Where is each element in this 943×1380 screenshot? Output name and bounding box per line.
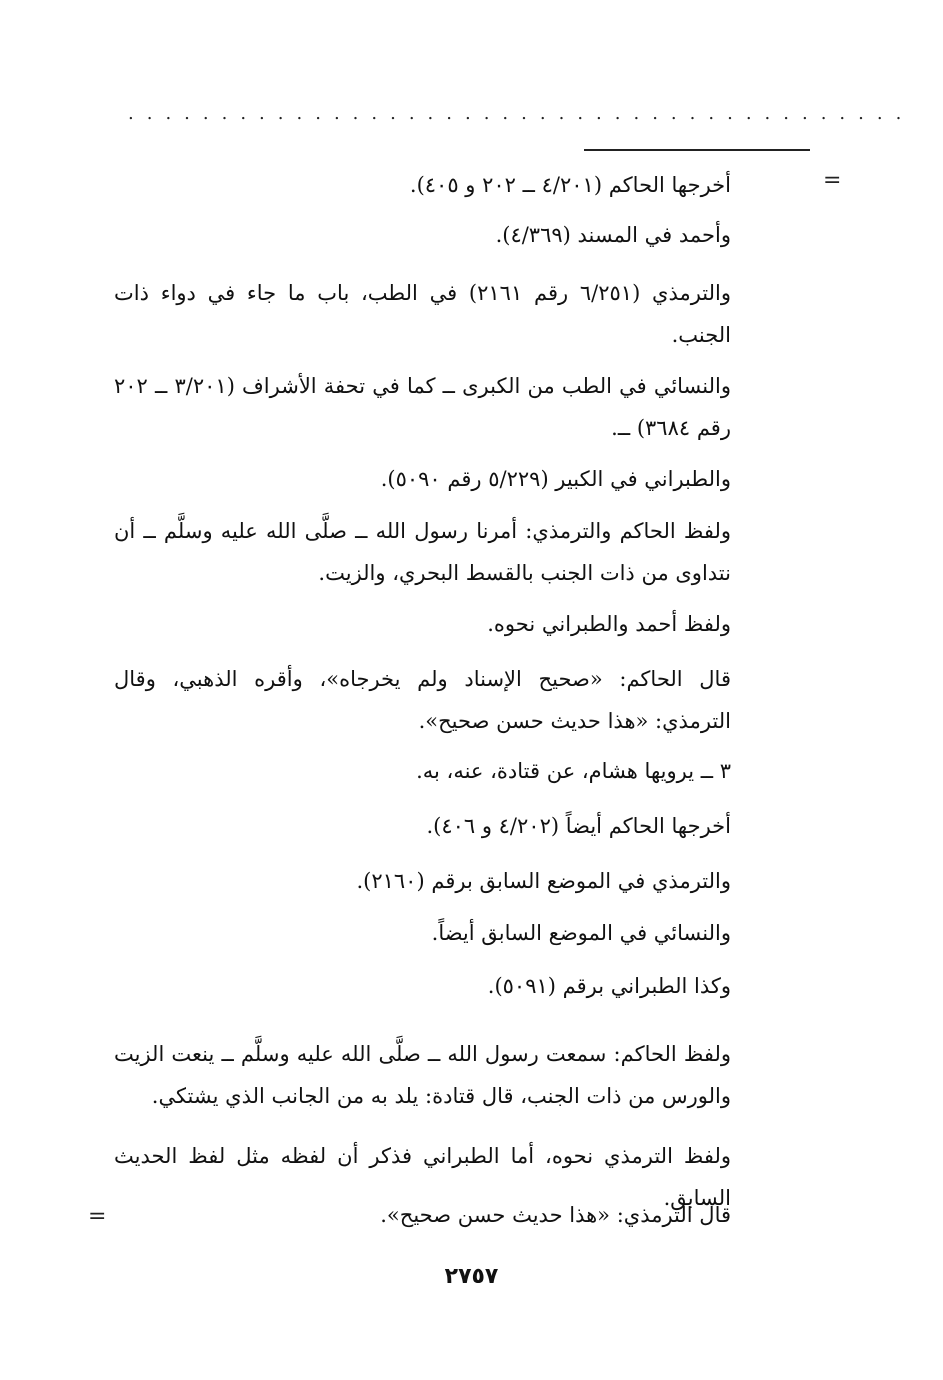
page-number: ٢٧٥٧ bbox=[444, 1264, 499, 1289]
footnote-paragraph-8: قال الحاكم: «صحيح الإسناد ولم يخرجاه»، وأقره الذهبي، وقال الترمذي: «هذا حديث حسن صحيح». bbox=[114, 667, 731, 733]
footnote-separator-line bbox=[584, 149, 810, 151]
footnote-paragraph-11: والترمذي في الموضع السابق برقم (٢١٦٠). bbox=[356, 869, 731, 893]
footnote-paragraph-16: قال الترمذي: «هذا حديث حسن صحيح». bbox=[380, 1203, 731, 1227]
footnote-paragraph-14: ولفظ الحاكم: سمعت رسول الله ــ صلَّى الله عليه وسلَّم ــ ينعت الزيت والورس من ذات الجنب، قال قتادة: يلد به من الجانب الذي يشتكي. bbox=[114, 1042, 731, 1108]
footnote-paragraph-13: وكذا الطبراني برقم (٥٠٩١). bbox=[487, 974, 731, 998]
footnote-paragraph-3: والترمذي (٦/٢٥١ رقم ٢١٦١) في الطب، باب ما جاء في دواء ذات الجنب. bbox=[114, 281, 732, 347]
footnote-paragraph-7: ولفظ أحمد والطبراني نحوه. bbox=[487, 612, 731, 636]
footnote-paragraph-1: أخرجها الحاكم (٤/٢٠١ ــ ٢٠٢ و ٤٠٥). bbox=[409, 173, 731, 197]
continuation-mark-bottom: = bbox=[88, 1204, 107, 1229]
footnote-paragraph-9: ٣ ــ يرويها هشام، عن قتادة، عنه، به. bbox=[416, 759, 731, 783]
footnote-paragraph-10: أخرجها الحاكم أيضاً (٤/٢٠٢ و ٤٠٦). bbox=[426, 814, 731, 838]
continuation-mark-top: = bbox=[823, 168, 842, 193]
footnote-paragraph-15: ولفظ الترمذي نحوه، أما الطبراني فذكر أن لفظه مثل لفظ الحديث السابق. bbox=[114, 1144, 731, 1210]
footnote-paragraph-5: والطبراني في الكبير (٥/٢٢٩ رقم ٥٠٩٠). bbox=[380, 467, 731, 491]
dot-leader: .......................................... bbox=[128, 103, 915, 124]
footnote-paragraph-6: ولفظ الحاكم والترمذي: أمرنا رسول الله ــ صلَّى الله عليه وسلَّم ــ أن نتداوى من ذات الجنب بالقسط البحري، والزيت. bbox=[114, 519, 731, 585]
footnote-paragraph-4: والنسائي في الطب من الكبرى ــ كما في تحفة الأشراف (٣/٢٠١ ــ ٢٠٢ رقم ٣٦٨٤) ــ. bbox=[114, 374, 732, 440]
footnote-paragraph-2: وأحمد في المسند (٤/٣٦٩). bbox=[495, 223, 731, 247]
footnote-paragraph-12: والنسائي في الموضع السابق أيضاً. bbox=[431, 921, 731, 945]
